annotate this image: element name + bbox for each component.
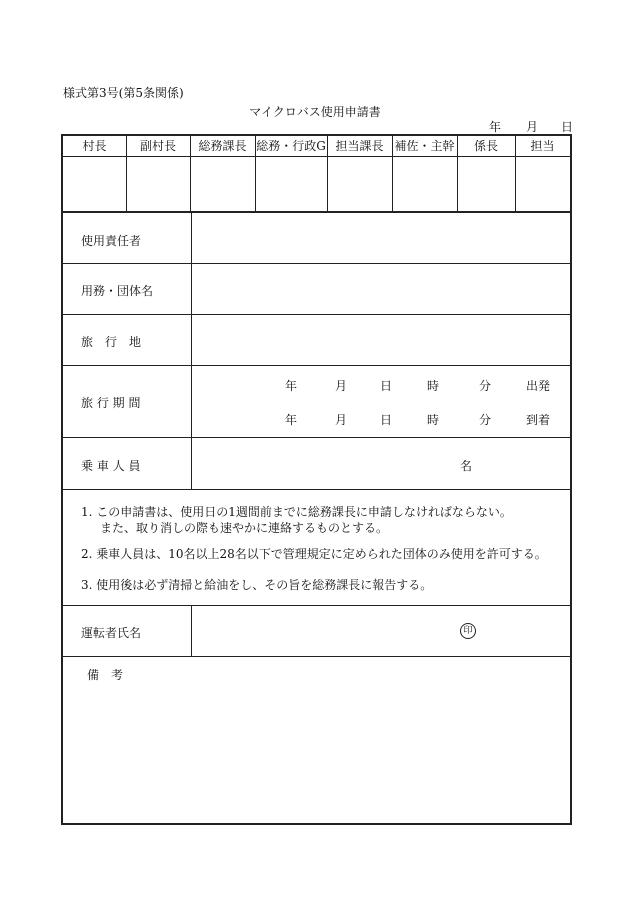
approval-header-subsection-chief: 係長 (473, 139, 498, 153)
arrival-hour-unit: 時 (427, 413, 440, 427)
departure-day-unit: 日 (380, 379, 393, 393)
arrival-day-unit: 日 (380, 413, 393, 427)
grid-line (255, 136, 256, 211)
approval-stamp-cell-deputy-village-head[interactable] (126, 157, 190, 211)
arrival-month-unit: 月 (335, 413, 348, 427)
driver-name-field[interactable] (192, 606, 570, 656)
passengers-label: 乗 車 人 員 (81, 459, 141, 473)
remarks-label: 備 考 (87, 668, 124, 682)
travel-period-label: 旅 行 期 間 (81, 396, 141, 410)
arrival-year-unit: 年 (285, 413, 298, 427)
grid-line (63, 489, 570, 490)
driver-name-label: 運転者氏名 (81, 626, 142, 640)
form-title: マイクロバス使用申請書 (249, 105, 381, 119)
approval-stamp-cell-section-chief[interactable] (327, 157, 392, 211)
approval-header-general-admin-group: 総務・行政G (256, 139, 326, 153)
approval-header-village-head: 村長 (82, 139, 107, 153)
approval-stamp-cell-general-affairs-chief[interactable] (190, 157, 255, 211)
approval-stamp-cell-assistant-chief[interactable] (392, 157, 457, 211)
destination-label: 旅 行 地 (81, 335, 142, 349)
approval-header-staff: 担当 (530, 139, 555, 153)
approval-header-section-chief: 担当課長 (335, 139, 384, 153)
arrival-minute-unit: 分 (479, 413, 492, 427)
grid-line (126, 136, 127, 211)
grid-line (63, 156, 570, 157)
passengers-unit: 名 (460, 459, 473, 473)
grid-line (515, 136, 516, 211)
departure-minute-unit: 分 (479, 379, 492, 393)
note-2: 2. 乗車人員は、10名以上28名以下で管理規定に定められた団体のみ使用を許可する。 (81, 547, 547, 561)
arrival-status-label: 到着 (526, 413, 551, 427)
purpose-field[interactable] (192, 264, 570, 314)
grid-line (327, 136, 328, 211)
responsible-person-label: 使用責任者 (81, 234, 142, 248)
approval-header-general-affairs-chief: 総務課長 (198, 139, 247, 153)
departure-status-label: 出発 (526, 379, 551, 393)
destination-field[interactable] (192, 315, 570, 365)
approval-stamp-cell-subsection-chief[interactable] (457, 157, 515, 211)
seal-mark: 印 (460, 623, 476, 639)
approval-stamp-cell-staff[interactable] (515, 157, 570, 211)
note-3: 3. 使用後は必ず清掃と給油をし、その旨を総務課長に報告する。 (81, 578, 433, 592)
approval-header-assistant-chief: 補佐・主幹 (394, 139, 455, 153)
note-1-line-2: また、取り消しの際も速やかに連絡するものとする。 (100, 521, 389, 535)
grid-line (190, 136, 191, 211)
date-year-label: 年 (489, 120, 502, 134)
responsible-person-field[interactable] (192, 213, 570, 263)
approval-stamp-cell-general-admin-group[interactable] (255, 157, 327, 211)
grid-line (392, 136, 393, 211)
approval-stamp-cell-village-head[interactable] (63, 157, 126, 211)
grid-line (457, 136, 458, 211)
date-day-label: 日 (561, 120, 574, 134)
departure-month-unit: 月 (335, 379, 348, 393)
purpose-label: 用務・団体名 (81, 284, 154, 298)
note-1-line-1: 1. この申請書は、使用日の1週間前までに総務課長に申請しなければならない。 (81, 505, 512, 519)
remarks-field[interactable] (63, 657, 570, 823)
departure-year-unit: 年 (285, 379, 298, 393)
date-month-label: 月 (526, 120, 539, 134)
application-form-table (61, 134, 572, 825)
approval-header-deputy-village-head: 副村長 (139, 139, 176, 153)
passengers-field[interactable] (192, 438, 570, 489)
departure-hour-unit: 時 (427, 379, 440, 393)
form-number-label: 様式第3号(第5条関係) (63, 86, 184, 100)
